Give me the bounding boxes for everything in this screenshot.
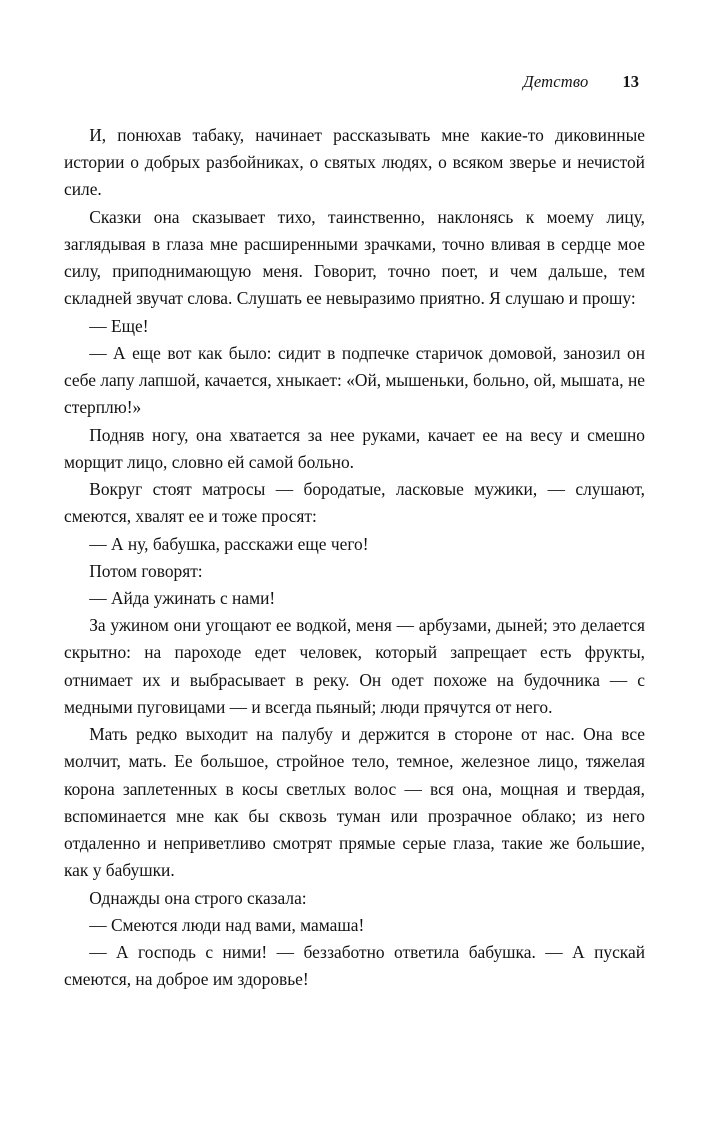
paragraph: Мать редко выходит на палубу и держится в стороне от нас. Она все молчит, мать. Ее большое, стройное тело, темное, железное лицо, тяжелая корона заплетенных в косы светлых волос — вся она, мощная и твердая, вспоминается мне как бы сквозь туман или прозрачное облако; из него отдаленно и неприветливо смотрят прямые серые глаза, такие же большие, как у бабушки. — [64, 724, 645, 881]
paragraph: — Еще! — [89, 315, 149, 336]
paragraph: Однажды она строго сказала: — [89, 887, 307, 908]
paragraph: — Смеются люди над вами, мамаша! — [89, 914, 365, 935]
paragraph: Вокруг стоят матросы — бородатые, ласковые мужики, — слушают, смеются, хвалят ее и тоже просят: — [64, 479, 645, 527]
paragraph: Сказки она сказывает тихо, таинственно, наклонясь к моему лицу, заглядывая в глаза мне расширенными зрачками, точно вливая в сердце мое силу, приподнимающую меня. Говорит, точно поет, и чем дальше, тем складней звучат слова. Слушать ее невыразимо приятно. Я слушаю и прошу: — [64, 206, 645, 309]
body-text — [64, 122, 645, 994]
running-head-title: Детство — [523, 72, 589, 91]
running-head — [64, 72, 645, 94]
paragraph: — А ну, бабушка, расскажи еще чего! — [89, 533, 369, 554]
paragraph: — Айда ужинать с нами! — [89, 587, 276, 608]
paragraph: За ужином они угощают ее водкой, меня — арбузами, дыней; это делается скрытно: на пароходе едет человек, который запрещает есть фрукты, отнимает их и выбрасывает в реку. Он одет похоже на будочника — с медными пуговицами — и всегда пьяный; люди прячутся от него. — [64, 615, 645, 717]
paragraph: — А еще вот как было: сидит в подпечке старичок домовой, занозил он себе лапу лапшой, качается, хныкает: «Ой, мышеньки, больно, ой, мышата, не стерплю!» — [64, 342, 645, 418]
paragraph: И, понюхав табаку, начинает рассказывать мне какие-то диковинные истории о добрых разбойниках, о святых людях, о всяком зверье и нечистой силе. — [64, 125, 645, 200]
page-number: 13 — [622, 72, 639, 91]
paragraph: — А господь с ними! — беззаботно ответила бабушка. — А пускай смеются, на доброе им здоровье! — [64, 942, 645, 990]
paragraph: Потом говорят: — [89, 560, 203, 581]
paragraph: Подняв ногу, она хватается за нее руками, качает ее на весу и смешно морщит лицо, словно ей самой больно. — [64, 424, 645, 472]
